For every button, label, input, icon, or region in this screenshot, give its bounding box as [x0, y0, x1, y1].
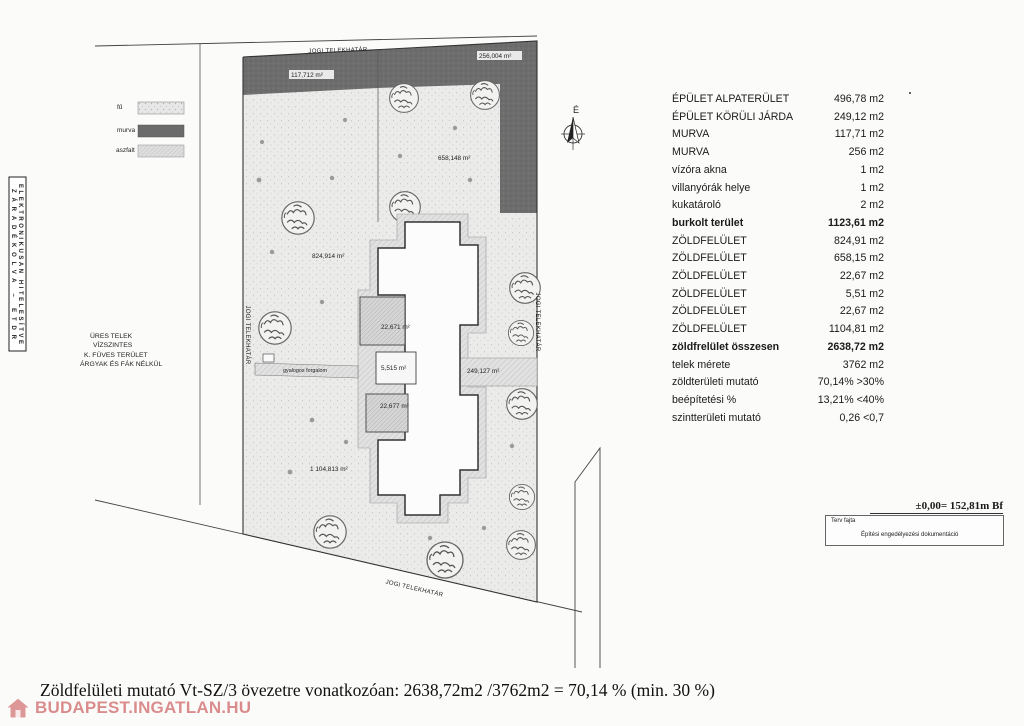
neighbor-lot-note — [80, 332, 162, 368]
note-line: K. FÜVES TERÜLET — [84, 352, 148, 359]
table-row — [672, 321, 884, 339]
tree-symbol — [427, 542, 463, 578]
row-value: 1123,61 m2 — [828, 216, 884, 229]
area-label-court-2: 22,677 m² — [380, 403, 409, 410]
table-row — [672, 126, 884, 144]
row-label: ZÖLDFELÜLET — [672, 305, 747, 318]
table-row — [672, 286, 884, 304]
row-label: villanyórák helye — [672, 181, 751, 194]
tree-symbol — [390, 84, 419, 113]
row-value: 5,51 m2 — [845, 287, 884, 300]
table-row — [672, 374, 884, 392]
row-label: kukatároló — [672, 199, 721, 212]
boundary-label-bottom: JOGI TELEKHATÁR — [384, 579, 444, 599]
table-row — [672, 233, 884, 251]
house-logo-icon — [5, 697, 31, 719]
row-label: ZÖLDFELÜLET — [672, 287, 747, 300]
row-label: MURVA — [672, 128, 710, 141]
row-value: 117,71 m2 — [834, 128, 884, 141]
tree-symbol — [507, 531, 536, 560]
area-label-center: 5,515 m² — [381, 365, 407, 372]
north-label: É — [572, 105, 580, 115]
legend-swatch-murva — [138, 125, 184, 137]
courtyard-south — [366, 394, 408, 432]
boundary-label-top: JOGI TELEKHATÁR — [308, 47, 368, 55]
legend-label-grass: fű — [117, 104, 123, 111]
certification-stamp — [9, 177, 26, 351]
row-value: 13,21% <40% — [817, 393, 884, 406]
row-label: ZÖLDFELÜLET — [672, 270, 747, 283]
table-row — [672, 91, 884, 109]
note-line: ÜRES TELEK — [90, 333, 133, 340]
title-block-value: Építési engedélyezési dokumentáció — [861, 532, 959, 538]
row-value: 2 m2 — [860, 199, 884, 212]
title-block-label: Terv fajta — [831, 518, 856, 524]
row-value: 1 m2 — [860, 181, 884, 194]
row-value: 1104,81 m2 — [828, 323, 884, 336]
row-value: 70,14% >30% — [817, 376, 884, 389]
table-row — [672, 162, 884, 180]
boundary-label-right: JOGI TELEKHATÁR — [534, 292, 540, 352]
row-label: szintterületi mutató — [672, 411, 761, 424]
boundary-label-left: JOGI TELEKHATÁR — [244, 305, 250, 365]
note-line: ÁRGYAK ÉS FÁK NÉLKÜL — [80, 361, 163, 368]
page-caption: Zöldfelületi mutató Vt-SZ/3 övezetre vonatkozóan: 2638,72m2 /3762m2 = 70,14 % (min. 30 %) — [40, 680, 715, 700]
walkway-label: gyalogos forgalom — [283, 368, 328, 374]
row-value: 496,78 m2 — [833, 93, 884, 105]
utility-box — [263, 354, 274, 362]
row-value: 1 m2 — [860, 163, 884, 176]
tree-symbol — [282, 202, 314, 234]
row-label: ÉPÜLET KÖRÜLI JÁRDA — [672, 110, 794, 123]
table-row — [672, 357, 884, 375]
table-row — [672, 250, 884, 268]
courtyard-north — [360, 297, 405, 345]
row-value: 824,91 m2 — [833, 234, 884, 247]
row-label: zöldfrelület összesen — [672, 340, 780, 353]
legend-label-murva: murva — [117, 127, 136, 134]
row-value: 2638,72 m2 — [827, 340, 884, 353]
tree-symbol — [509, 484, 534, 509]
tree-symbol — [507, 389, 538, 420]
title-block — [825, 515, 1004, 546]
row-label: ZÖLDFELÜLET — [672, 234, 747, 247]
row-value: 0,26 <0,7 — [839, 411, 884, 424]
area-label-green-1: 658,148 m² — [438, 155, 471, 162]
table-row — [672, 109, 884, 127]
watermark-text: BUDAPEST.INGATLAN.HU — [35, 698, 252, 717]
table-row-total — [672, 339, 884, 357]
row-value: 658,15 m2 — [833, 252, 884, 265]
legend-swatch-asphalt-texture — [138, 145, 184, 157]
table-row-total — [672, 215, 884, 233]
row-label: beépítetési % — [672, 393, 737, 406]
row-label: burkolt terület — [672, 216, 744, 229]
tree-symbol — [259, 312, 291, 344]
table-row — [672, 392, 884, 410]
stamp-line-1: ELEKTRONIKUSAN HITELESÍTVE — [17, 184, 23, 344]
row-value: 3762 m2 — [842, 358, 884, 371]
row-label: ZÖLDFELÜLET — [672, 252, 747, 265]
area-label-murva-1: 117,712 m² — [291, 72, 323, 79]
stamp-line-2: ZÁRADÉKOLVA – ETDR — [10, 189, 16, 339]
table-row — [672, 180, 884, 198]
legend-label-asphalt: aszfalt — [116, 147, 135, 154]
table-row — [672, 268, 884, 286]
row-label: telek mérete — [672, 358, 731, 371]
note-line: VÍZSZINTES — [93, 342, 133, 349]
watermark — [5, 696, 251, 720]
row-value: 249,12 m2 — [833, 110, 884, 123]
table-row — [672, 197, 884, 215]
row-label: MURVA — [672, 146, 710, 159]
area-label-murva-2: 256,004 m² — [479, 53, 512, 60]
area-label-walk-east: 249,127 m² — [467, 368, 500, 375]
legend — [116, 102, 184, 157]
elevation-reference: ±0,00= 152,81m Bf — [870, 500, 1003, 514]
area-summary-table — [672, 91, 884, 427]
scan-dot — [909, 92, 911, 94]
table-row — [672, 410, 884, 428]
area-label-green-2: 824,914 m² — [312, 253, 345, 260]
legend-swatch-grass-texture — [138, 102, 184, 114]
area-label-court-1: 22,671 m² — [381, 324, 410, 331]
row-label: zöldterületi mutató — [672, 376, 759, 389]
row-label: ÉPÜLET ALPATERÜLET — [672, 93, 790, 105]
area-label-green-3: 1 104,813 m² — [310, 466, 348, 473]
neighbor-building-outline — [575, 448, 600, 668]
row-value: 256 m2 — [848, 146, 884, 159]
table-row — [672, 144, 884, 162]
table-row — [672, 303, 884, 321]
tree-symbol — [314, 516, 346, 548]
row-value: 22,67 m2 — [839, 270, 884, 283]
row-value: 22,67 m2 — [839, 305, 884, 318]
north-arrow-icon — [561, 105, 585, 150]
tree-symbol — [471, 81, 500, 110]
row-label: vízóra akna — [672, 163, 727, 176]
row-label: ZÖLDFELÜLET — [672, 323, 747, 336]
tree-symbol — [508, 320, 533, 345]
